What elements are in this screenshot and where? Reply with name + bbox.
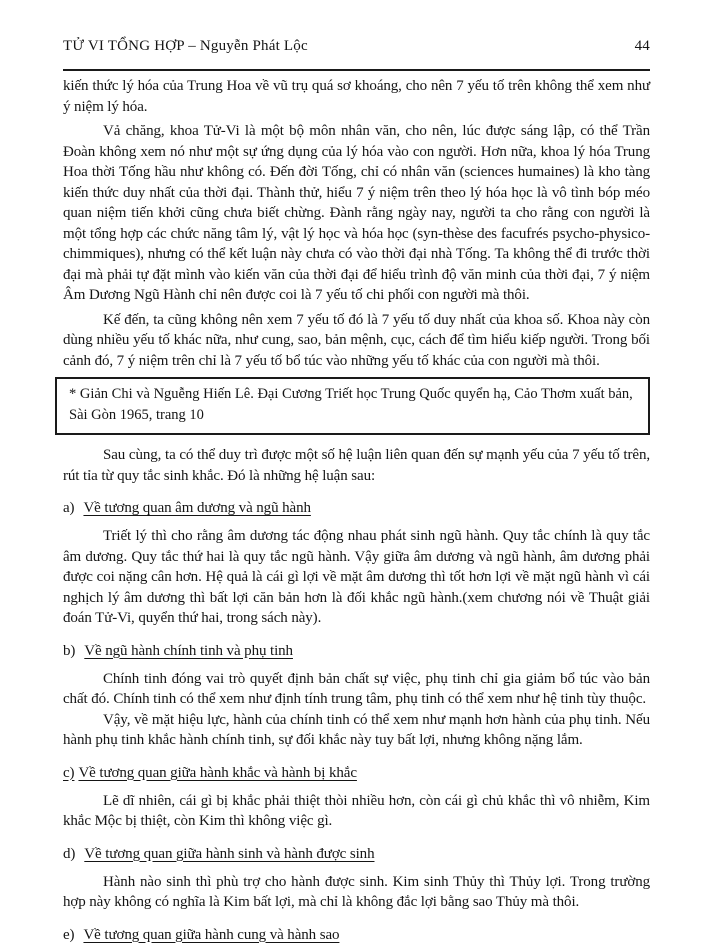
para-ke-den: Kế đến, ta cũng không nên xem 7 yếu tố đó là 7 yếu tố duy nhất của khoa số. Khoa này còn dùng nhiều yếu tố khác nữa, như cung, sao, bản mệnh, cục, cách để tìm hiểu kiếp người. Trong bối cảnh đó, 7 ý niệm trên chỉ là 7 yếu tố bổ túc vào những yếu tố khác của con người mà thôi. xyxy=(63,311,650,369)
section-d-paragraph: Hành nào sinh thì phù trợ cho hành được sinh. Kim sinh Thủy thì Thủy lợi. Trong trường hợp này không có nghĩa là Kim bất lợi, mà chỉ là không đắc lợi bằng sao Thủy mà thôi. xyxy=(63,873,650,910)
page-number: 44 xyxy=(634,38,650,54)
heading-title: Về tương quan giữa hành khắc và hành bị khắc xyxy=(78,764,357,781)
heading-title: Về tương quan giữa hành sinh và hành được sinh xyxy=(84,845,375,862)
heading-label: b) xyxy=(63,642,76,659)
para-continuation: kiến thức lý hóa của Trung Hoa về vũ trụ quá sơ khoáng, cho nên 7 yếu tố trên không thể xem như ý niệm lý hóa. xyxy=(63,78,650,115)
footnote-box xyxy=(55,377,650,435)
section-b-paragraph-1: Chính tinh đóng vai trò quyết định bản chất sự việc, phụ tinh chỉ gia giảm bổ túc vào bản chất đó. Chính tinh có thể xem như định tính trung tâm, phụ tinh có thể xem như hệ tinh tùy thuộc. xyxy=(63,670,650,707)
heading-label: e) xyxy=(63,926,75,943)
footnote-text: * Giản Chi và Nguễng Hiến Lê. Đại Cương Triết học Trung Quốc quyển hạ, Cảo Thơm xuất bản, Sài Gòn 1965, trang 10 xyxy=(69,386,633,423)
page-header xyxy=(63,38,650,55)
section-a-paragraph: Triết lý thì cho rằng âm dương tác động nhau phát sinh ngũ hành. Quy tắc chính là quy tắc âm dương. Quy tắc thứ hai là quy tắc ngũ hành. Vậy giữa âm dương và ngũ hành, âm dương phải được coi nặng cân hơn. Hệ quả là cái gì lợi về mặt âm dương thì tốt hơn lợi về mặt ngũ hành vì cái nghịch lý âm dương thì bất lợi căn bản hơn là đối khắc ngũ hành.(xem chương nói về Thuật giải đoán Tử-Vi, quyển thứ hai, trong sách này). xyxy=(63,528,650,626)
section-b-paragraph-2: Vậy, về mặt hiệu lực, hành của chính tinh có thể xem như mạnh hơn hành của phụ tinh. Nếu hành phụ tinh khắc hành chính tinh, sự đối khắc này tuy bất lợi, nhưng không nặng lắm. xyxy=(63,711,650,748)
header-rule xyxy=(63,69,650,71)
running-title: TỬ VI TỔNG HỢP – Nguyễn Phát Lộc xyxy=(63,38,308,54)
heading-title: Về ngũ hành chính tinh và phụ tinh xyxy=(84,642,293,659)
section-heading-b xyxy=(63,641,650,661)
para-va-chang: Vả chăng, khoa Tử-Vi là một bộ môn nhân văn, cho nên, lúc được sáng lập, có thể Trần Đoàn không xem nó như một sự ứng dụng của lý hóa vào con người. Hơn nữa, khoa lý hóa Trung Hoa thời Tống hầu như không có. Đến đời Tống, chỉ có nhân văn (sciences humaines) là kho tàng kiến thức duy nhất của thời đại. Thành thử, hiểu 7 ý niệm trên theo lý hóa học là vô tình bóp méo quan niệm tiến khởi cũng chưa biết chừng. Đành rằng ngày nay, người ta cho rằng con người là một tổng hợp các chức năng tâm lý, vật lý học và hóa học (syn-thèse des facufrés psycho-physico-chimmiques), nhưng có thể kết luận này chưa có vào thời đại nhà Tống. Ta không thể đi trước thời đại mà phải tự đặt mình vào kiến văn của thời đại để hiểu trình độ văn minh của thời đại, 7 ý niệm Âm Dương Ngũ Hành chỉ nên được coi là 7 yếu tố chi phối con người mà thôi. xyxy=(63,123,650,303)
section-heading-d xyxy=(63,844,650,864)
section-c-paragraph: Lẽ dĩ nhiên, cái gì bị khắc phải thiệt thòi nhiều hơn, còn cái gì chủ khắc thì vô nhiễm, Kim khắc Mộc bị thiệt, còn Kim thì không việc gì. xyxy=(63,792,650,829)
heading-title: Về tương quan giữa hành cung và hành sao xyxy=(83,926,340,943)
heading-label: a) xyxy=(63,500,75,516)
para-sau-cung: Sau cùng, ta có thể duy trì được một số hệ luận liên quan đến sự mạnh yếu của 7 yếu tố trên, rút tỉa từ quy tắc sinh khắc. Đó là những hệ luận sau: xyxy=(63,447,650,484)
heading-label: d) xyxy=(63,845,76,862)
section-heading-c xyxy=(63,763,650,783)
heading-label: c) xyxy=(63,764,75,781)
section-heading-a xyxy=(63,498,650,518)
heading-title: Về tương quan âm dương và ngũ hành xyxy=(83,500,311,516)
section-heading-e xyxy=(63,925,650,945)
